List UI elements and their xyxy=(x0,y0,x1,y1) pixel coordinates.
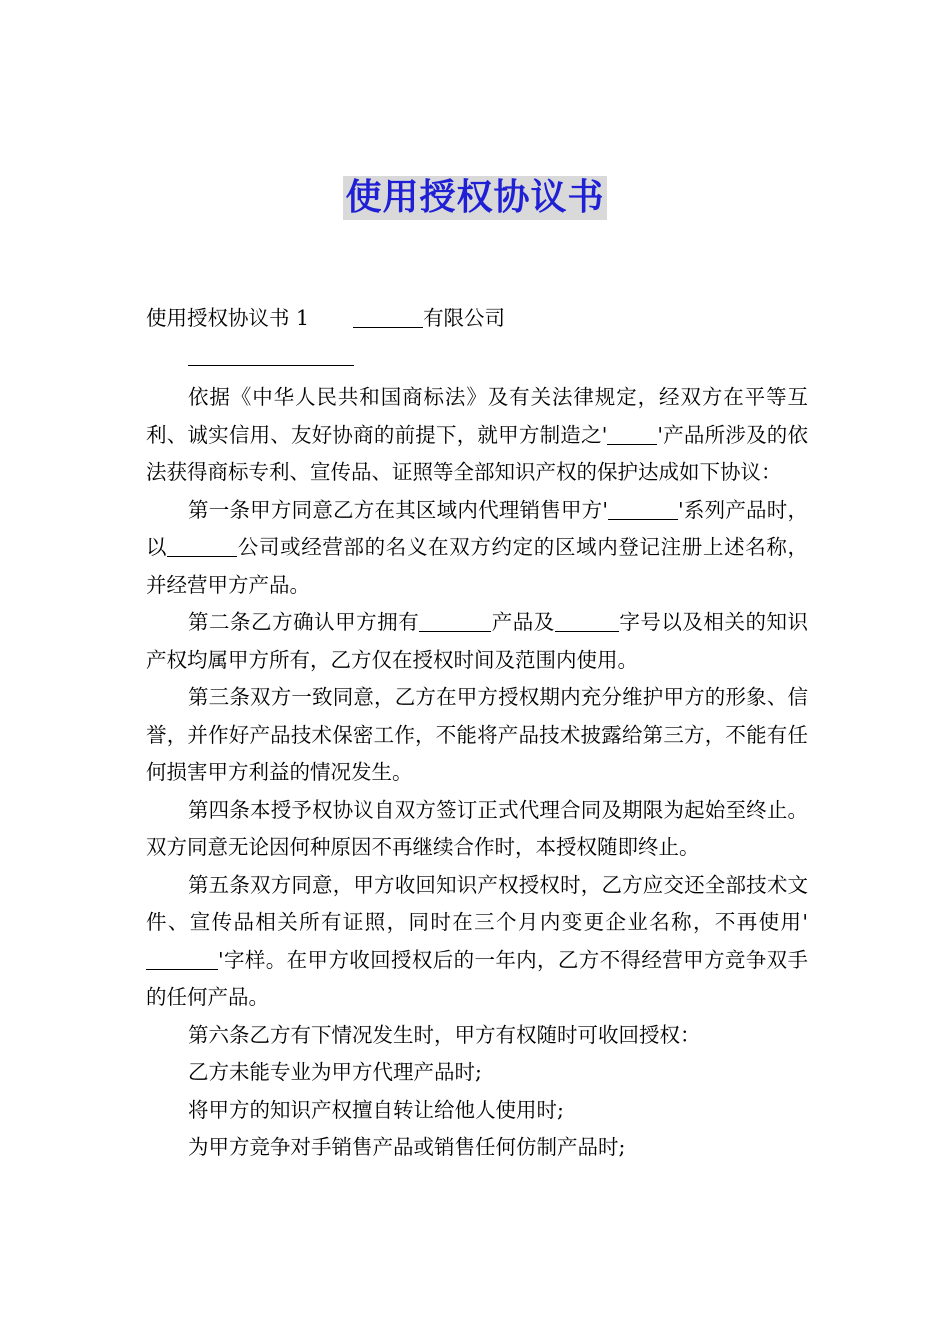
intro-text-2: '产品所涉及的依法获得商标专利、宣传品、证照等全部知识产权的保护达成如下协议： xyxy=(146,422,808,484)
article-6-item-3: 为甲方竞争对手销售产品或销售任何仿制产品时; xyxy=(188,1135,626,1159)
blank-company xyxy=(353,303,423,328)
article-2 xyxy=(146,604,808,679)
article-2-text-1: 第二条乙方确认甲方拥有 xyxy=(188,610,420,634)
article-2-text-3: 字号以及相关的知识产权均属甲方所有，乙方仅在授权时间及范围内使用。 xyxy=(146,610,809,672)
article-5-text-2: '字样。在甲方收回授权后的一年内，乙方不得经营甲方竞争双手的任何产品。 xyxy=(146,947,808,1009)
document-title: 使用授权协议书 xyxy=(345,177,605,218)
blank-company-name xyxy=(167,532,237,557)
heading-line xyxy=(146,300,808,338)
article-6-item-1: 乙方未能专业为甲方代理产品时; xyxy=(188,1060,482,1084)
intro-text-1: 依据《中华人民共和国商标法》及有关法律规定，经双方在平等互利、诚实信用、友好协商的前提下，就甲方制造之' xyxy=(146,385,808,447)
article-5-text-1: 第五条双方同意，甲方收回知识产权授权时，乙方应交还全部技术文件、宣传品相关所有证照，同时在三个月内变更企业名称，不再使用' xyxy=(146,872,808,934)
heading-left: 使用授权协议书 1 xyxy=(146,306,310,330)
blank-wording xyxy=(146,945,218,970)
signature-blank-line xyxy=(146,338,808,376)
article-3: 第三条双方一致同意，乙方在甲方授权期内充分维护甲方的形象、信誉，并作好产品技术保密工作，不能将产品技术披露给第三方，不能有任何损害甲方利益的情况发生。 xyxy=(146,685,808,784)
article-2-text-2: 产品及 xyxy=(491,610,555,634)
blank-product xyxy=(607,420,657,445)
title-container xyxy=(0,176,950,220)
blank-signature xyxy=(188,341,354,366)
article-1 xyxy=(146,492,808,605)
company-suffix: 有限公司 xyxy=(423,306,506,330)
article-6: 第六条乙方有下情况发生时，甲方有权随时可收回授权： xyxy=(188,1022,701,1047)
article-6-item-2: 将甲方的知识产权擅自转让给他人使用时; xyxy=(188,1097,564,1122)
article-1-text-2: '系列产品时，以 xyxy=(146,497,809,559)
article-1-text-1: 第一条甲方同意乙方在其区域内代理销售甲方' xyxy=(188,497,609,522)
article-1-text-3: 公司或经营部的名义在双方约定的区域内登记注册上述名称，并经营甲方产品。 xyxy=(146,535,809,597)
paragraph-intro xyxy=(146,379,808,492)
article-5 xyxy=(146,867,808,1017)
blank-series xyxy=(608,495,678,520)
blank-product-2 xyxy=(419,607,491,632)
article-4: 第四条本授予权协议自双方签订正式代理合同及期限为起始至终止。双方同意无论因何种原因不再继续合作时，本授权随即终止。 xyxy=(146,797,808,859)
document-body xyxy=(146,300,808,1167)
blank-trade-name xyxy=(555,607,619,632)
